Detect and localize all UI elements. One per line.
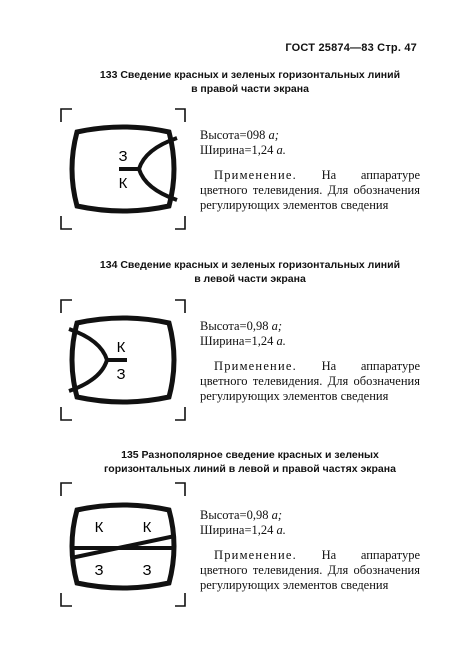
section-title-line: горизонтальных линий в левой и правой частях экрана (104, 463, 396, 475)
label-top-right: К (142, 519, 152, 536)
page-label: Стр. (377, 42, 402, 54)
symbol-135-bipolar-convergence (55, 478, 195, 613)
section-title-line: в правой части экрана (191, 83, 309, 95)
section-135-info (200, 508, 420, 593)
width-spec: Ширина=1,24 a. (200, 143, 286, 157)
convergence-lines (119, 138, 177, 200)
height-spec: Высота=098 a; (200, 128, 279, 142)
section-135-title (70, 448, 430, 476)
height-spec: Высота=0,98 a; (200, 508, 283, 522)
standard-number: ГОСТ 25874—83 (285, 42, 374, 54)
convergence-lines (71, 536, 175, 558)
section-title-line: в левой части экрана (194, 273, 306, 285)
application-note: Применение. На аппаратуре цветного телевидения. Для обозначения регулирующих элементов сведения (200, 548, 420, 592)
application-note: Применение. На аппаратуре цветного телевидения. Для обозначения регулирующих элементов сведения (200, 168, 420, 212)
width-spec: Ширина=1,24 a. (200, 334, 286, 348)
symbol-133-right-convergence (55, 104, 195, 234)
application-note: Применение. На аппаратуре цветного телевидения. Для обозначения регулирующих элементов сведения (200, 359, 420, 403)
label-top: К (116, 339, 126, 356)
section-title-line: 135 Разнополярное сведение красных и зеленых (121, 449, 379, 461)
label-top: З (118, 148, 128, 165)
label-bottom-left: З (94, 562, 104, 579)
label-top-left: К (94, 519, 104, 536)
label-bottom-right: З (142, 562, 152, 579)
section-133-title (70, 68, 430, 96)
page-header (285, 42, 417, 54)
section-134-info (200, 319, 420, 404)
height-spec: Высота=0,98 a; (200, 319, 283, 333)
symbol-134-left-convergence (55, 295, 195, 425)
section-title-line: 133 Сведение красных и зеленых горизонтальных линий (99, 69, 401, 81)
section-134-title (70, 258, 430, 286)
section-title-line: 134 Сведение красных и зеленых горизонтальных линий (99, 259, 401, 271)
label-bottom: З (116, 366, 126, 383)
section-133-info (200, 128, 420, 213)
label-bottom: К (118, 175, 128, 192)
width-spec: Ширина=1,24 a. (200, 523, 286, 537)
page-number: 47 (404, 42, 417, 54)
